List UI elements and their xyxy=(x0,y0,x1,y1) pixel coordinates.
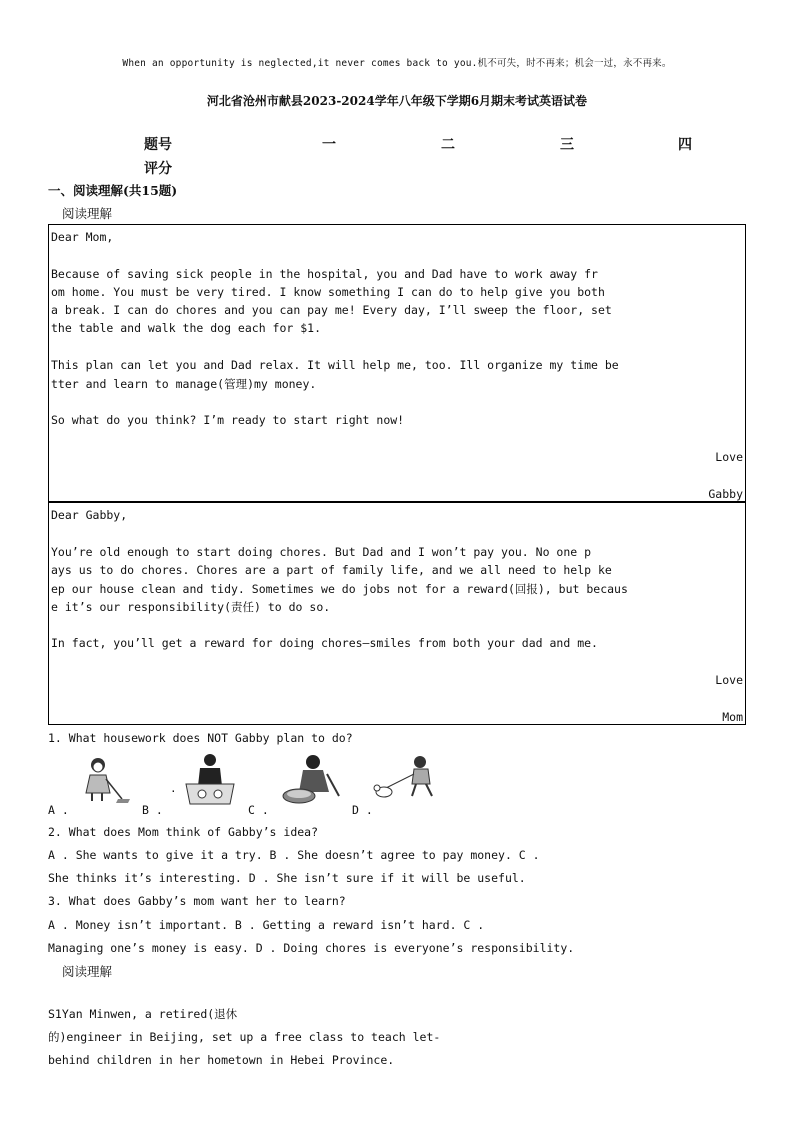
option-d-label: D . xyxy=(352,803,373,817)
letter-box-mom xyxy=(48,502,746,725)
score-table xyxy=(0,134,794,154)
option-b-label: B . xyxy=(142,803,163,817)
picture-option-a xyxy=(80,755,135,805)
score-label-question: 题号 xyxy=(144,137,172,153)
section-label: 阅读理解 xyxy=(62,206,113,221)
stray-dot: . xyxy=(170,782,177,795)
exam-title: 河北省沧州市献县2023-2024学年八年级下学期6月期末考试英语试卷 xyxy=(206,94,588,108)
picture-option-d xyxy=(372,752,444,802)
letter-line: a break. I can do chores and you can pay me! Every day, I’ll sweep the floor, set xyxy=(51,303,612,317)
letter-line: om home. You must be very tired. I know something I can do to help give you both xyxy=(51,285,605,299)
score-col-2: 二 xyxy=(441,137,455,153)
question-2-options: A . She wants to give it a try. B . She doesn’t agree to pay money. C . xyxy=(48,848,540,862)
letter-closing: Love xyxy=(715,450,743,464)
letter-closing: Love xyxy=(715,673,743,687)
score-label-score: 评分 xyxy=(144,161,172,177)
letter-line: ep our house clean and tidy. Sometimes we do jobs not for a reward(回报), but becaus xyxy=(51,582,628,596)
score-col-4: 四 xyxy=(678,137,692,153)
option-c-label: C . xyxy=(248,803,269,817)
letter-box-gabby xyxy=(48,224,746,502)
question-2: 2. What does Mom think of Gabby’s idea? xyxy=(48,825,319,839)
section-heading: 一、阅读理解(共15题) xyxy=(48,183,178,198)
letter-line: So what do you think? I’m ready to start right now! xyxy=(51,413,405,427)
picture-option-c xyxy=(275,752,341,808)
passage-line: behind children in her hometown in Hebei Province. xyxy=(48,1053,395,1067)
picture-option-b xyxy=(180,752,240,808)
letter-signature: Gabby xyxy=(708,487,743,501)
letter-line: Because of saving sick people in the hospital, you and Dad have to work away fr xyxy=(51,267,598,281)
question-1: 1. What housework does NOT Gabby plan to do? xyxy=(48,731,353,745)
question-2-options: She thinks it’s interesting. D . She isn’t sure if it will be useful. xyxy=(48,871,526,885)
score-col-1: 一 xyxy=(322,137,336,153)
letter-greeting: Dear Mom, xyxy=(51,230,114,244)
section-label: 阅读理解 xyxy=(62,964,113,979)
question-3-options: A . Money isn’t important. B . Getting a reward isn’t hard. C . xyxy=(48,918,485,932)
question-3: 3. What does Gabby’s mom want her to learn? xyxy=(48,894,346,908)
page-motto: When an opportunity is neglected,it never comes back to you.机不可失，时不再来；机会一过，永不再来。 xyxy=(122,58,672,69)
letter-line: This plan can let you and Dad relax. It will help me, too. Ill organize my time be xyxy=(51,358,619,372)
score-col-3: 三 xyxy=(560,137,574,153)
letter-line: e it’s our responsibility(责任) to do so. xyxy=(51,600,331,614)
letter-line: You’re old enough to start doing chores. But Dad and I won’t pay you. No one p xyxy=(51,545,592,559)
question-3-options: Managing one’s money is easy. D . Doing chores is everyone’s responsibility. xyxy=(48,941,575,955)
passage-line: S1Yan Minwen, a retired(退休 xyxy=(48,1007,238,1021)
letter-line: In fact, you’ll get a reward for doing chores—smiles from both your dad and me. xyxy=(51,636,598,650)
option-a-label: A . xyxy=(48,803,69,817)
letter-line: ays us to do chores. Chores are a part of family life, and we all need to help ke xyxy=(51,563,612,577)
letter-signature: Mom xyxy=(722,710,743,724)
letter-line: the table and walk the dog each for $1. xyxy=(51,321,322,335)
letter-greeting: Dear Gabby, xyxy=(51,508,128,522)
passage-line: 的)engineer in Beijing, set up a free class to teach let- xyxy=(48,1030,441,1044)
letter-line: tter and learn to manage(管理)my money. xyxy=(51,377,317,391)
